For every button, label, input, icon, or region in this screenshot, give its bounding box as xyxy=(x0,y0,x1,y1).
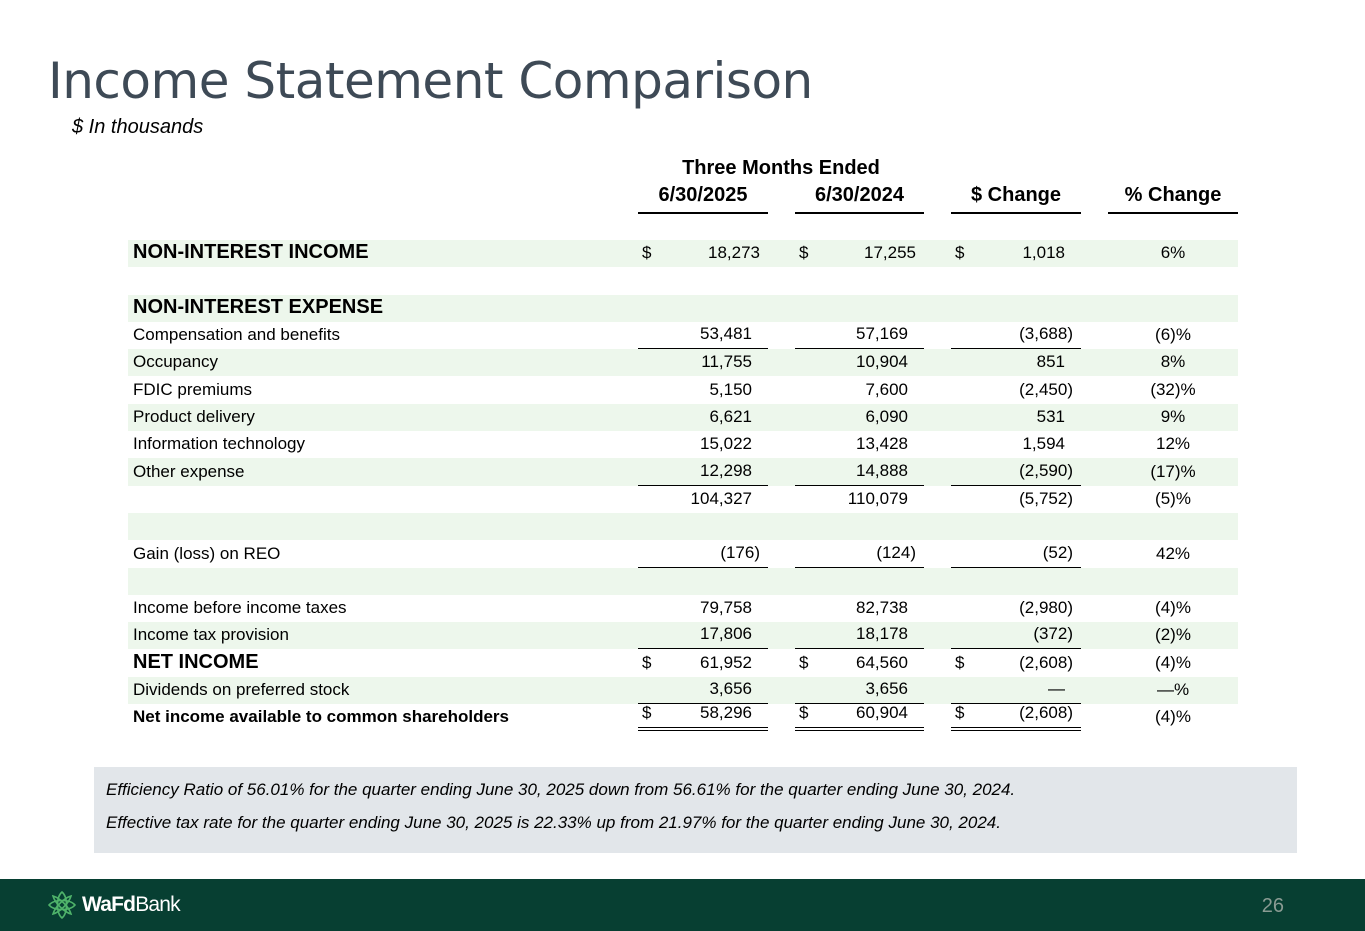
row-label: Gain (loss) on REO xyxy=(133,543,281,563)
percent-value: (32)% xyxy=(1150,379,1196,399)
amount-value: — xyxy=(1048,679,1065,699)
row-label: FDIC premiums xyxy=(133,379,253,399)
percent-value: (4)% xyxy=(1155,707,1191,727)
amount-value: (2,980) xyxy=(1019,598,1073,618)
amount-value: 3,656 xyxy=(709,679,752,699)
amount-value: 6,621 xyxy=(709,407,752,427)
table-row xyxy=(128,649,1238,676)
amount-cell xyxy=(795,376,924,403)
currency-symbol: $ xyxy=(955,703,965,723)
income-statement-table xyxy=(128,240,1238,731)
amount-cell xyxy=(951,486,1081,513)
percent-cell xyxy=(1108,431,1238,458)
amount-cell xyxy=(795,458,924,485)
amount-cell xyxy=(638,404,768,431)
amount-cell xyxy=(795,704,924,731)
amount-cell xyxy=(795,322,924,349)
table-row xyxy=(128,240,1238,267)
amount-value: 60,904 xyxy=(856,703,908,723)
percent-value: 12% xyxy=(1155,434,1191,454)
header-group-label: Three Months Ended xyxy=(682,157,880,179)
row-label: Income tax provision xyxy=(133,625,289,645)
percent-value: (4)% xyxy=(1155,598,1191,618)
amount-cell xyxy=(638,431,768,458)
row-label: Income before income taxes xyxy=(133,598,347,618)
amount-cell xyxy=(795,622,924,649)
column-header-2024: 6/30/2024 xyxy=(795,184,924,214)
efficiency-ratio-note: Efficiency Ratio of 56.01% for the quarter ending June 30, 2025 down from 56.61% for the quarter ending June 30, 2024. xyxy=(106,780,1016,799)
amount-value: 1,018 xyxy=(1022,243,1065,263)
amount-cell xyxy=(638,349,768,376)
amount-value: (3,688) xyxy=(1019,324,1073,344)
amount-value: 17,806 xyxy=(700,624,752,644)
amount-value: 104,327 xyxy=(690,488,752,508)
row-label: Compensation and benefits xyxy=(133,325,340,345)
table-row xyxy=(128,458,1238,485)
column-header-percent-change: % Change xyxy=(1108,184,1238,214)
table-row xyxy=(128,568,1238,595)
amount-value: 18,273 xyxy=(708,243,760,263)
amount-value: (2,590) xyxy=(1019,460,1073,480)
amount-value: (124) xyxy=(876,542,916,562)
amount-value: 5,150 xyxy=(709,379,752,399)
table-row xyxy=(128,622,1238,649)
table-row xyxy=(128,486,1238,513)
amount-value: (2,608) xyxy=(1019,652,1073,672)
table-row xyxy=(128,404,1238,431)
amount-value: 851 xyxy=(1036,352,1065,372)
amount-cell xyxy=(795,649,924,676)
percent-cell xyxy=(1108,622,1238,649)
amount-cell xyxy=(638,376,768,403)
row-label: NET INCOME xyxy=(133,650,259,673)
amount-cell xyxy=(951,349,1081,376)
percent-cell xyxy=(1108,704,1238,731)
units-subtitle: $ In thousands xyxy=(72,116,204,138)
table-row xyxy=(128,540,1238,567)
amount-value: 61,952 xyxy=(700,652,752,672)
amount-value: 6,090 xyxy=(865,407,908,427)
table-row xyxy=(128,513,1238,540)
amount-cell xyxy=(951,622,1081,649)
amount-value: 10,904 xyxy=(856,352,908,372)
amount-cell xyxy=(638,649,768,676)
percent-cell xyxy=(1108,540,1238,567)
amount-value: (2,450) xyxy=(1019,379,1073,399)
amount-cell xyxy=(638,486,768,513)
amount-value: 18,178 xyxy=(856,624,908,644)
table-row xyxy=(128,595,1238,622)
table-row xyxy=(128,349,1238,376)
amount-cell xyxy=(638,458,768,485)
table-row xyxy=(128,704,1238,731)
amount-cell xyxy=(638,540,768,567)
percent-value: 6% xyxy=(1160,243,1186,263)
amount-cell xyxy=(951,376,1081,403)
wafd-leaf-logo-icon xyxy=(46,889,78,921)
amount-cell xyxy=(638,677,768,704)
percent-value: (17)% xyxy=(1150,461,1196,481)
notes-box xyxy=(94,767,1297,853)
amount-value: 53,481 xyxy=(700,324,752,344)
amount-value: 15,022 xyxy=(700,434,752,454)
percent-value: (6)% xyxy=(1155,325,1191,345)
percent-cell xyxy=(1108,486,1238,513)
amount-cell xyxy=(951,240,1081,267)
amount-value: 64,560 xyxy=(856,652,908,672)
amount-value: 82,738 xyxy=(856,598,908,618)
amount-value: 531 xyxy=(1036,407,1065,427)
table-row xyxy=(128,322,1238,349)
currency-symbol: $ xyxy=(642,703,652,723)
percent-cell xyxy=(1108,322,1238,349)
percent-cell xyxy=(1108,595,1238,622)
table-row xyxy=(128,376,1238,403)
currency-symbol: $ xyxy=(799,243,809,263)
amount-value: 1,594 xyxy=(1022,434,1065,454)
amount-value: (5,752) xyxy=(1019,488,1073,508)
wafd-logo xyxy=(46,889,180,921)
currency-symbol: $ xyxy=(955,652,965,672)
amount-value: 110,079 xyxy=(847,488,908,508)
percent-value: (5)% xyxy=(1155,488,1191,508)
amount-cell xyxy=(951,540,1081,567)
percent-cell xyxy=(1108,677,1238,704)
amount-cell xyxy=(951,322,1081,349)
row-label: Other expense xyxy=(133,461,245,481)
currency-symbol: $ xyxy=(642,243,652,263)
page-title: Income Statement Comparison xyxy=(48,52,813,110)
row-label: NON-INTEREST EXPENSE xyxy=(133,295,384,318)
table-row xyxy=(128,295,1238,322)
percent-cell xyxy=(1108,349,1238,376)
amount-value: 17,255 xyxy=(864,243,916,263)
amount-cell xyxy=(638,704,768,731)
amount-cell xyxy=(795,240,924,267)
amount-value: 11,755 xyxy=(701,352,752,372)
amount-value: 7,600 xyxy=(865,379,908,399)
percent-value: 8% xyxy=(1160,352,1186,372)
table-row xyxy=(128,267,1238,294)
amount-cell xyxy=(951,458,1081,485)
table-row xyxy=(128,431,1238,458)
amount-cell xyxy=(951,704,1081,731)
percent-cell xyxy=(1108,240,1238,267)
percent-value: (4)% xyxy=(1155,652,1191,672)
column-header-2025: 6/30/2025 xyxy=(638,184,768,214)
amount-value: 13,428 xyxy=(856,434,908,454)
row-label: NON-INTEREST INCOME xyxy=(133,241,369,264)
amount-value: 3,656 xyxy=(865,679,908,699)
percent-cell xyxy=(1108,458,1238,485)
amount-value: 58,296 xyxy=(700,703,752,723)
amount-value: (176) xyxy=(720,542,760,562)
currency-symbol: $ xyxy=(799,652,809,672)
row-label: Dividends on preferred stock xyxy=(133,680,350,700)
percent-cell xyxy=(1108,376,1238,403)
amount-value: (52) xyxy=(1042,542,1073,562)
page-number: 26 xyxy=(1261,895,1284,917)
amount-cell xyxy=(795,677,924,704)
amount-cell xyxy=(795,349,924,376)
amount-value: (372) xyxy=(1033,624,1073,644)
percent-value: —% xyxy=(1156,680,1190,700)
amount-cell xyxy=(951,677,1081,704)
amount-value: (2,608) xyxy=(1019,703,1073,723)
row-label: Occupancy xyxy=(133,352,219,372)
currency-symbol: $ xyxy=(955,243,965,263)
amount-cell xyxy=(951,431,1081,458)
amount-cell xyxy=(795,431,924,458)
percent-value: 9% xyxy=(1160,407,1186,427)
amount-cell xyxy=(951,404,1081,431)
logo-wordmark: WaFdBank xyxy=(82,893,180,916)
amount-value: 79,758 xyxy=(700,598,752,618)
amount-cell xyxy=(951,649,1081,676)
amount-cell xyxy=(795,540,924,567)
amount-value: 57,169 xyxy=(856,324,908,344)
row-label: Net income available to common shareholders xyxy=(133,707,510,727)
amount-cell xyxy=(795,486,924,513)
tax-rate-note: Effective tax rate for the quarter ending June 30, 2025 is 22.33% up from 21.97% for the quarter ending June 30, 2024. xyxy=(106,813,1001,832)
percent-cell xyxy=(1108,404,1238,431)
percent-cell xyxy=(1108,649,1238,676)
amount-cell xyxy=(638,622,768,649)
amount-value: 14,888 xyxy=(856,460,908,480)
row-label: Information technology xyxy=(133,434,305,454)
amount-cell xyxy=(638,595,768,622)
amount-cell xyxy=(795,404,924,431)
column-header-dollar-change: $ Change xyxy=(951,184,1081,214)
amount-cell xyxy=(638,322,768,349)
currency-symbol: $ xyxy=(799,703,809,723)
table-row xyxy=(128,677,1238,704)
footer-bar xyxy=(0,879,1365,931)
percent-value: 42% xyxy=(1155,543,1191,563)
currency-symbol: $ xyxy=(642,652,652,672)
percent-value: (2)% xyxy=(1155,625,1191,645)
amount-cell xyxy=(638,240,768,267)
amount-value: 12,298 xyxy=(700,460,752,480)
amount-cell xyxy=(951,595,1081,622)
row-label: Product delivery xyxy=(133,407,255,427)
amount-cell xyxy=(795,595,924,622)
